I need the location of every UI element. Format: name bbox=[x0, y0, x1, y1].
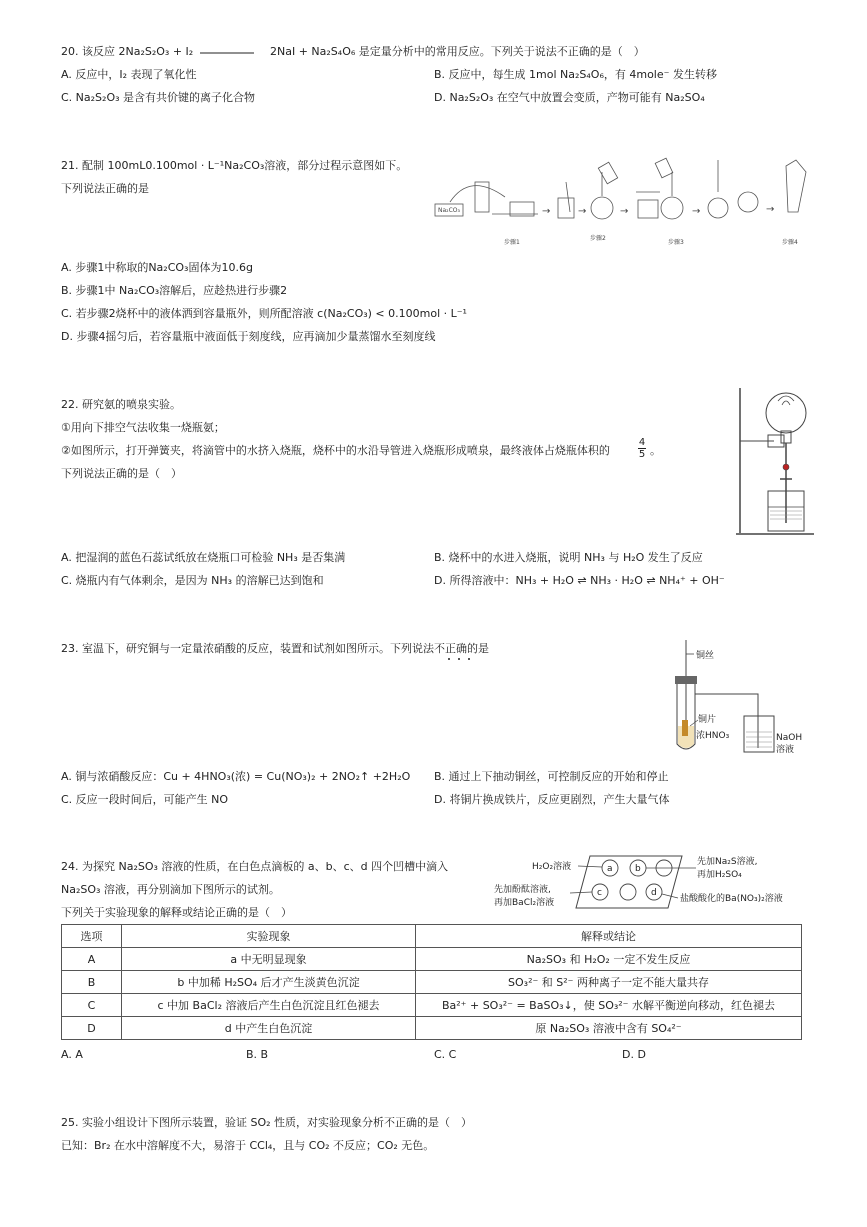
svg-text:a: a bbox=[607, 864, 613, 874]
svg-text:→: → bbox=[578, 206, 587, 217]
svg-text:→: → bbox=[766, 204, 775, 215]
q20-option-d: D. Na₂S₂O₃ 在空气中放置会变质，产物可能有 Na₂SO₄ bbox=[434, 91, 705, 104]
reagent-label: Na₂CO₃ bbox=[438, 207, 460, 214]
q22-step1: ①用向下排空气法收集一烧瓶氨； bbox=[61, 421, 225, 434]
reaction-arrow-icon bbox=[198, 48, 258, 58]
q22-step2: ②如图所示，打开弹簧夹，将滴管中的水挤入烧瓶，烧杯中的水沿导管进入烧瓶形成喷泉，最终液体占烧瓶体积的 bbox=[61, 444, 610, 457]
magnifier-icon bbox=[738, 192, 758, 212]
q24-option-c: C. C bbox=[434, 1048, 457, 1061]
ba-nitrate-label: 盐酸酸化的Ba(NO₃)₂溶液 bbox=[680, 894, 783, 904]
fraction-denominator: 5 bbox=[638, 449, 646, 460]
wire-label: 铜丝 bbox=[696, 651, 715, 661]
transfer-arrow-icon bbox=[450, 186, 505, 202]
fraction-suffix: 。 bbox=[650, 444, 661, 457]
glass-rod-icon bbox=[566, 182, 570, 212]
copper-sheet-icon bbox=[682, 720, 688, 736]
phenolphthalein-label-2: 再加BaCl₂溶液 bbox=[494, 898, 555, 908]
svg-text:→: → bbox=[692, 206, 701, 217]
q20-option-b: B. 反应中，每生成 1mol Na₂S₄O₆，有 4mole⁻ 发生转移 bbox=[434, 68, 717, 81]
svg-text:b: b bbox=[635, 864, 641, 874]
q21-option-c: C. 若步骤2烧杯中的液体洒到容量瓶外，则所配溶液 c(Na₂CO₃) < 0.100mol · L⁻¹ bbox=[61, 307, 467, 320]
q24-option-b: B. B bbox=[246, 1048, 269, 1061]
round-flask-icon bbox=[766, 393, 806, 433]
q25-stem: 25. 实验小组设计下图所示装置，验证 SO₂ 性质，对实验现象分析不正确的是（ ） bbox=[61, 1116, 473, 1129]
copper-nitric-acid-apparatus bbox=[660, 640, 820, 760]
q22-option-c: C. 烧瓶内有气体剩余，是因为 NH₃ 的溶解已达到饱和 bbox=[61, 574, 324, 587]
table-header-row bbox=[62, 925, 802, 948]
h2o2-label: H₂O₂溶液 bbox=[532, 862, 572, 872]
q25-known: 已知：Br₂ 在水中溶解度不大，易溶于 CCl₄，且与 CO₂ 不反应；CO₂ 无色。 bbox=[61, 1139, 435, 1152]
header-option: 选项 bbox=[62, 925, 122, 948]
arrow-icon: → bbox=[542, 206, 551, 217]
q22-question: 下列说法正确的是（ ） bbox=[61, 467, 182, 480]
q20-stem-a: 20. 该反应 2Na₂S₂O₃ + I₂ bbox=[61, 45, 194, 58]
phenolphthalein-label-1: 先加酚酞溶液, bbox=[494, 885, 551, 895]
sheet-label: 铜片 bbox=[698, 715, 717, 725]
fraction-numerator: 4 bbox=[638, 437, 646, 448]
volumetric-flask-icon-2 bbox=[661, 197, 683, 219]
q20-stem-b: 2NaI + Na₂S₄O₆ 是定量分析中的常用反应。下列关于说法不正确的是（ ） bbox=[270, 45, 645, 58]
spot-plate-diagram bbox=[492, 852, 812, 914]
svg-text:c: c bbox=[597, 888, 602, 898]
table-row: D d 中产生白色沉淀 原 Na₂SO₃ 溶液中含有 SO₄²⁻ bbox=[62, 1017, 802, 1040]
header-phenomenon: 实验现象 bbox=[122, 925, 416, 948]
q23-option-c: C. 反应一段时间后，可能产生 NO bbox=[61, 793, 229, 806]
q23-option-d: D. 将铜片换成铁片，反应更剧烈，产生大量气体 bbox=[434, 793, 670, 806]
q22-stem: 22. 研究氨的喷泉实验。 bbox=[61, 398, 181, 411]
q24-stem-line2: Na₂SO₃ 溶液，再分别滴加下图所示的试剂。 bbox=[61, 883, 280, 896]
step4-label: 步骤4 bbox=[782, 239, 798, 246]
q24-table bbox=[61, 924, 802, 1040]
table-row: A a 中无明显现象 Na₂SO₃ 和 H₂O₂ 一定不发生反应 bbox=[62, 948, 802, 971]
naoh-label: NaOH bbox=[776, 733, 803, 743]
step3-label: 步骤3 bbox=[668, 239, 684, 246]
q21-stem: 21. 配制 100mL0.100mol · L⁻¹Na₂CO₃溶液，部分过程示意图如下。 bbox=[61, 159, 408, 172]
na2s-label-2: 再加H₂SO₄ bbox=[697, 870, 742, 880]
q21-option-d: D. 步骤4摇匀后，若容量瓶中液面低于刻度线，应再滴加少量蒸馏水至刻度线 bbox=[61, 330, 436, 343]
q22-fraction bbox=[638, 437, 646, 460]
q24-option-d: D. D bbox=[622, 1048, 646, 1061]
q20-option-a: A. 反应中，I₂ 表现了氧化性 bbox=[61, 68, 197, 81]
q23-option-b: B. 通过上下抽动铜丝，可控制反应的开始和停止 bbox=[434, 770, 669, 783]
svg-text:d: d bbox=[651, 888, 657, 898]
q24-option-a: A. A bbox=[61, 1048, 83, 1061]
q21-option-a: A. 步骤1中称取的Na₂CO₃固体为10.6g bbox=[61, 261, 253, 274]
solution-label: 溶液 bbox=[776, 745, 795, 755]
q23-option-a: A. 铜与浓硝酸反应：Cu + 4HNO₃(浓) = Cu(NO₃)₂ + 2NO₂↑ +2H₂O bbox=[61, 770, 411, 783]
q21-option-b: B. 步骤1中 Na₂CO₃溶解后，应趁热进行步骤2 bbox=[61, 284, 288, 297]
hand-shaking-flask-icon bbox=[786, 160, 806, 212]
dropper-icon bbox=[783, 464, 789, 470]
emphasis-dots bbox=[445, 656, 475, 662]
q22-option-a: A. 把湿润的蓝色石蕊试纸放在烧瓶口可检验 NH₃ 是否集满 bbox=[61, 551, 346, 564]
solution-preparation-diagram bbox=[430, 152, 815, 248]
fountain-experiment-apparatus bbox=[734, 383, 816, 541]
step1-label: 步骤1 bbox=[504, 239, 520, 246]
volumetric-flask-icon-3 bbox=[708, 198, 728, 218]
table-row: B b 中加稀 H₂SO₄ 后才产生淡黄色沉淀 SO₃²⁻ 和 S²⁻ 两种离子一定不能大量共存 bbox=[62, 971, 802, 994]
header-explanation: 解释或结论 bbox=[416, 925, 802, 948]
stopper-icon bbox=[675, 676, 697, 684]
q20-option-c: C. Na₂S₂O₃ 是含有共价键的离子化合物 bbox=[61, 91, 256, 104]
q22-option-b: B. 烧杯中的水进入烧瓶，说明 NH₃ 与 H₂O 发生了反应 bbox=[434, 551, 703, 564]
na2s-label-1: 先加Na₂S溶液, bbox=[697, 857, 758, 867]
svg-text:→: → bbox=[620, 206, 629, 217]
volumetric-flask-icon bbox=[591, 197, 613, 219]
q23-stem: 23. 室温下，研究铜与一定量浓硝酸的反应，装置和试剂如图所示。下列说法不正确的是 bbox=[61, 642, 489, 655]
beaker-icon bbox=[744, 716, 774, 752]
q24-stem: 24. 为探究 Na₂SO₃ 溶液的性质，在白色点滴板的 a、b、c、d 四个凹槽中滴入 bbox=[61, 860, 449, 873]
q24-question: 下列关于实验现象的解释或结论正确的是（ ） bbox=[61, 906, 292, 919]
step2-label: 步骤2 bbox=[590, 235, 606, 242]
q21-stem-line2: 下列说法正确的是 bbox=[61, 182, 149, 195]
q22-option-d: D. 所得溶液中：NH₃ + H₂O ⇌ NH₃ · H₂O ⇌ NH₄⁺ + OH⁻ bbox=[434, 574, 725, 587]
acid-label: 浓HNO₃ bbox=[696, 731, 730, 741]
table-row: C c 中加 BaCl₂ 溶液后产生白色沉淀且红色褪去 Ba²⁺ + SO₃²⁻ = BaSO₃↓，使 SO₃²⁻ 水解平衡逆向移动，红色褪去 bbox=[62, 994, 802, 1017]
